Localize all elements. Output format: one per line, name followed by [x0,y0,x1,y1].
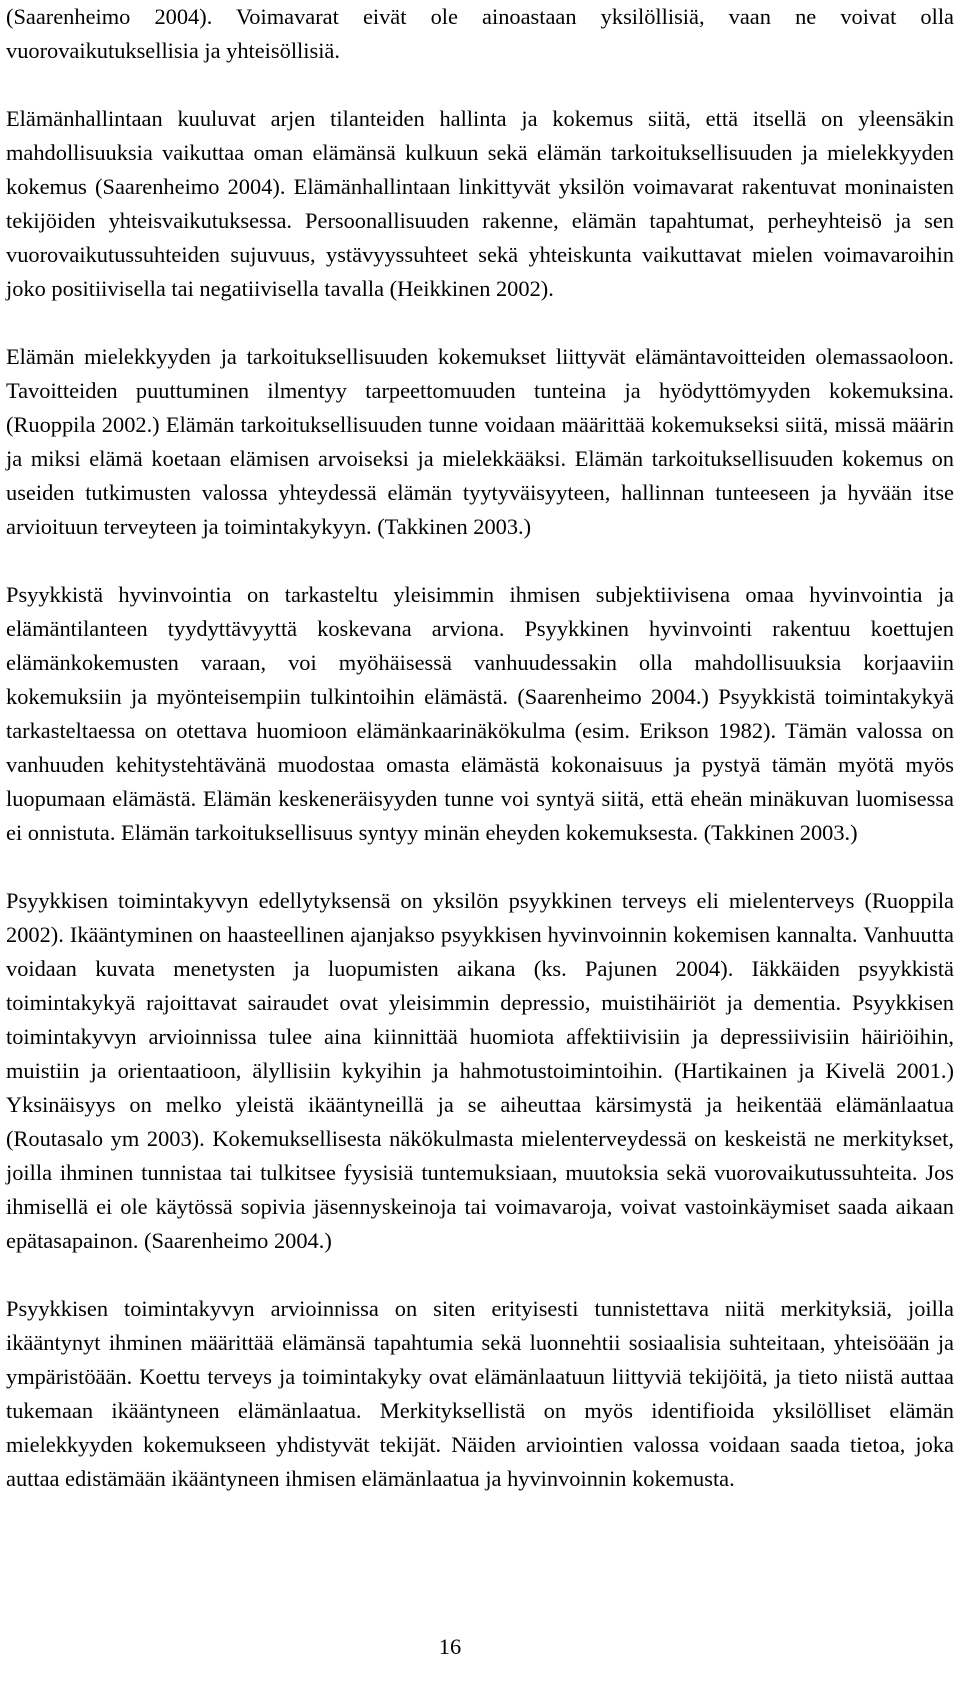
paragraph-2: Elämänhallintaan kuuluvat arjen tilanteiden hallinta ja kokemus siitä, että itsellä on yleensäkin mahdollisuuksia vaikuttaa oman elämänsä kulkuun sekä elämän tarkoituksellisuuden ja mielekkyyden kokemus (Saarenheimo 2004). Elämänhallintaan linkittyvät yksilön voimavarat rakentuvat moninaisten tekijöiden yhteisvaikutuksessa. Persoonallisuuden rakenne, elämän tapahtumat, perheyhteisö ja sen vuorovaikutussuhteiden sujuvuus, ystävyyssuhteet sekä yhteiskunta vaikuttavat mielen voimavaroihin joko positiivisella tai negatiivisella tavalla (Heikkinen 2002). [6,106,954,301]
body-text [6,0,954,1496]
paragraph-3: Elämän mielekkyyden ja tarkoituksellisuuden kokemukset liittyvät elämäntavoitteiden olemassaoloon. Tavoitteiden puuttuminen ilmentyy tarpeettomuuden tunteina ja hyödyttömyyden kokemuksina. (Ruoppila 2002.) Elämän tarkoituksellisuuden tunne voidaan määrittää kokemukseksi siitä, missä määrin ja miksi elämä koetaan elämisen arvoiseksi ja mielekkääksi. Elämän tarkoituksellisuuden kokemus on useiden tutkimusten valossa yhteydessä elämän tyytyväisyyteen, hallinnan tunteeseen ja hyvään itse arvioituun terveyteen ja toimintakykyyn. (Takkinen 2003.) [6,344,954,539]
paragraph-6: Psyykkisen toimintakyvyn arvioinnissa on siten erityisesti tunnistettava niitä merkityksiä, joilla ikääntynyt ihminen määrittää elämänsä tapahtumia sekä luonnehtii sosiaalisia suhteitaan, yhteisöään ja ympäristöään. Koettu terveys ja toimintakyky ovat elämänlaatuun liittyviä tekijöitä, ja tieto niistä auttaa tukemaan ikääntyneen elämänlaatua. Merkityksellistä on myös identifioida yksilölliset elämän mielekkyyden kokemukseen yhdistyvät tekijät. Näiden arviointien valossa voidaan saada tietoa, joka auttaa edistämään ikääntyneen ihmisen elämänlaatua ja hyvinvoinnin kokemusta. [6,1296,954,1491]
paragraph-4: Psyykkistä hyvinvointia on tarkasteltu yleisimmin ihmisen subjektiivisena omaa hyvinvointia ja elämäntilanteen tyydyttävyyttä koskevana arviona. Psyykkinen hyvinvointi rakentuu koettujen elämänkokemusten varaan, voi myöhäisessä vanhuudessakin olla mahdollisuuksia korjaaviin kokemuksiin ja myönteisempiin tulkintoihin elämästä. (Saarenheimo 2004.) Psyykkistä toimintakykyä tarkasteltaessa on otettava huomioon elämänkaarinäkökulma (esim. Erikson 1982). Tämän valossa on vanhuuden kehitystehtävänä muodostaa omasta elämästä kokonaisuus ja pystyä tämän myötä myös luopumaan elämästä. Elämän keskeneräisyyden tunne voi syntyä siitä, että eheän minäkuvan luomisessa ei onnistuta. Elämän tarkoituksellisuus syntyy minän eheyden kokemuksesta. (Takkinen 2003.) [6,582,954,845]
page-number: 16 [438,1634,462,1659]
paragraph-5: Psyykkisen toimintakyvyn edellytyksensä on yksilön psyykkinen terveys eli mielenterveys (Ruoppila 2002). Ikääntyminen on haasteellinen ajanjakso psyykkisen hyvinvoinnin kokemisen kannalta. Vanhuutta voidaan kuvata menetysten ja luopumisten aikana (ks. Pajunen 2004). Iäkkäiden psyykkistä toimintakykyä rajoittavat sairaudet ovat yleisimmin depressio, muistihäiriöt ja dementia. Psyykkisen toimintakyvyn arvioinnissa tulee aina kiinnittää huomiota affektiivisiin ja depressiivisiin häiriöihin, muistiin ja orientaatioon, älyllisiin kykyihin ja hahmotustoimintoihin. (Hartikainen ja Kivelä 2001.) Yksinäisyys on melko yleistä ikääntyneillä ja se aiheuttaa kärsimystä ja heikentää elämänlaatua (Routasalo ym 2003). Kokemuksellisesta näkökulmasta mielenterveydessä on keskeistä ne merkitykset, joilla ihminen tunnistaa tai tulkitsee fyysisiä tuntemuksiaan, muutoksia sekä vuorovaikutussuhteita. Jos ihmisellä ei ole käytössä sopivia jäsennyskeinoja tai voimavaroja, voivat vastoinkäymiset saada aikaan epätasapainon. (Saarenheimo 2004.) [6,888,954,1253]
paragraph-1: (Saarenheimo 2004). Voimavarat eivät ole ainoastaan yksilöllisiä, vaan ne voivat olla vuorovaikutuksellisia ja yhteisöllisiä. [6,4,954,63]
